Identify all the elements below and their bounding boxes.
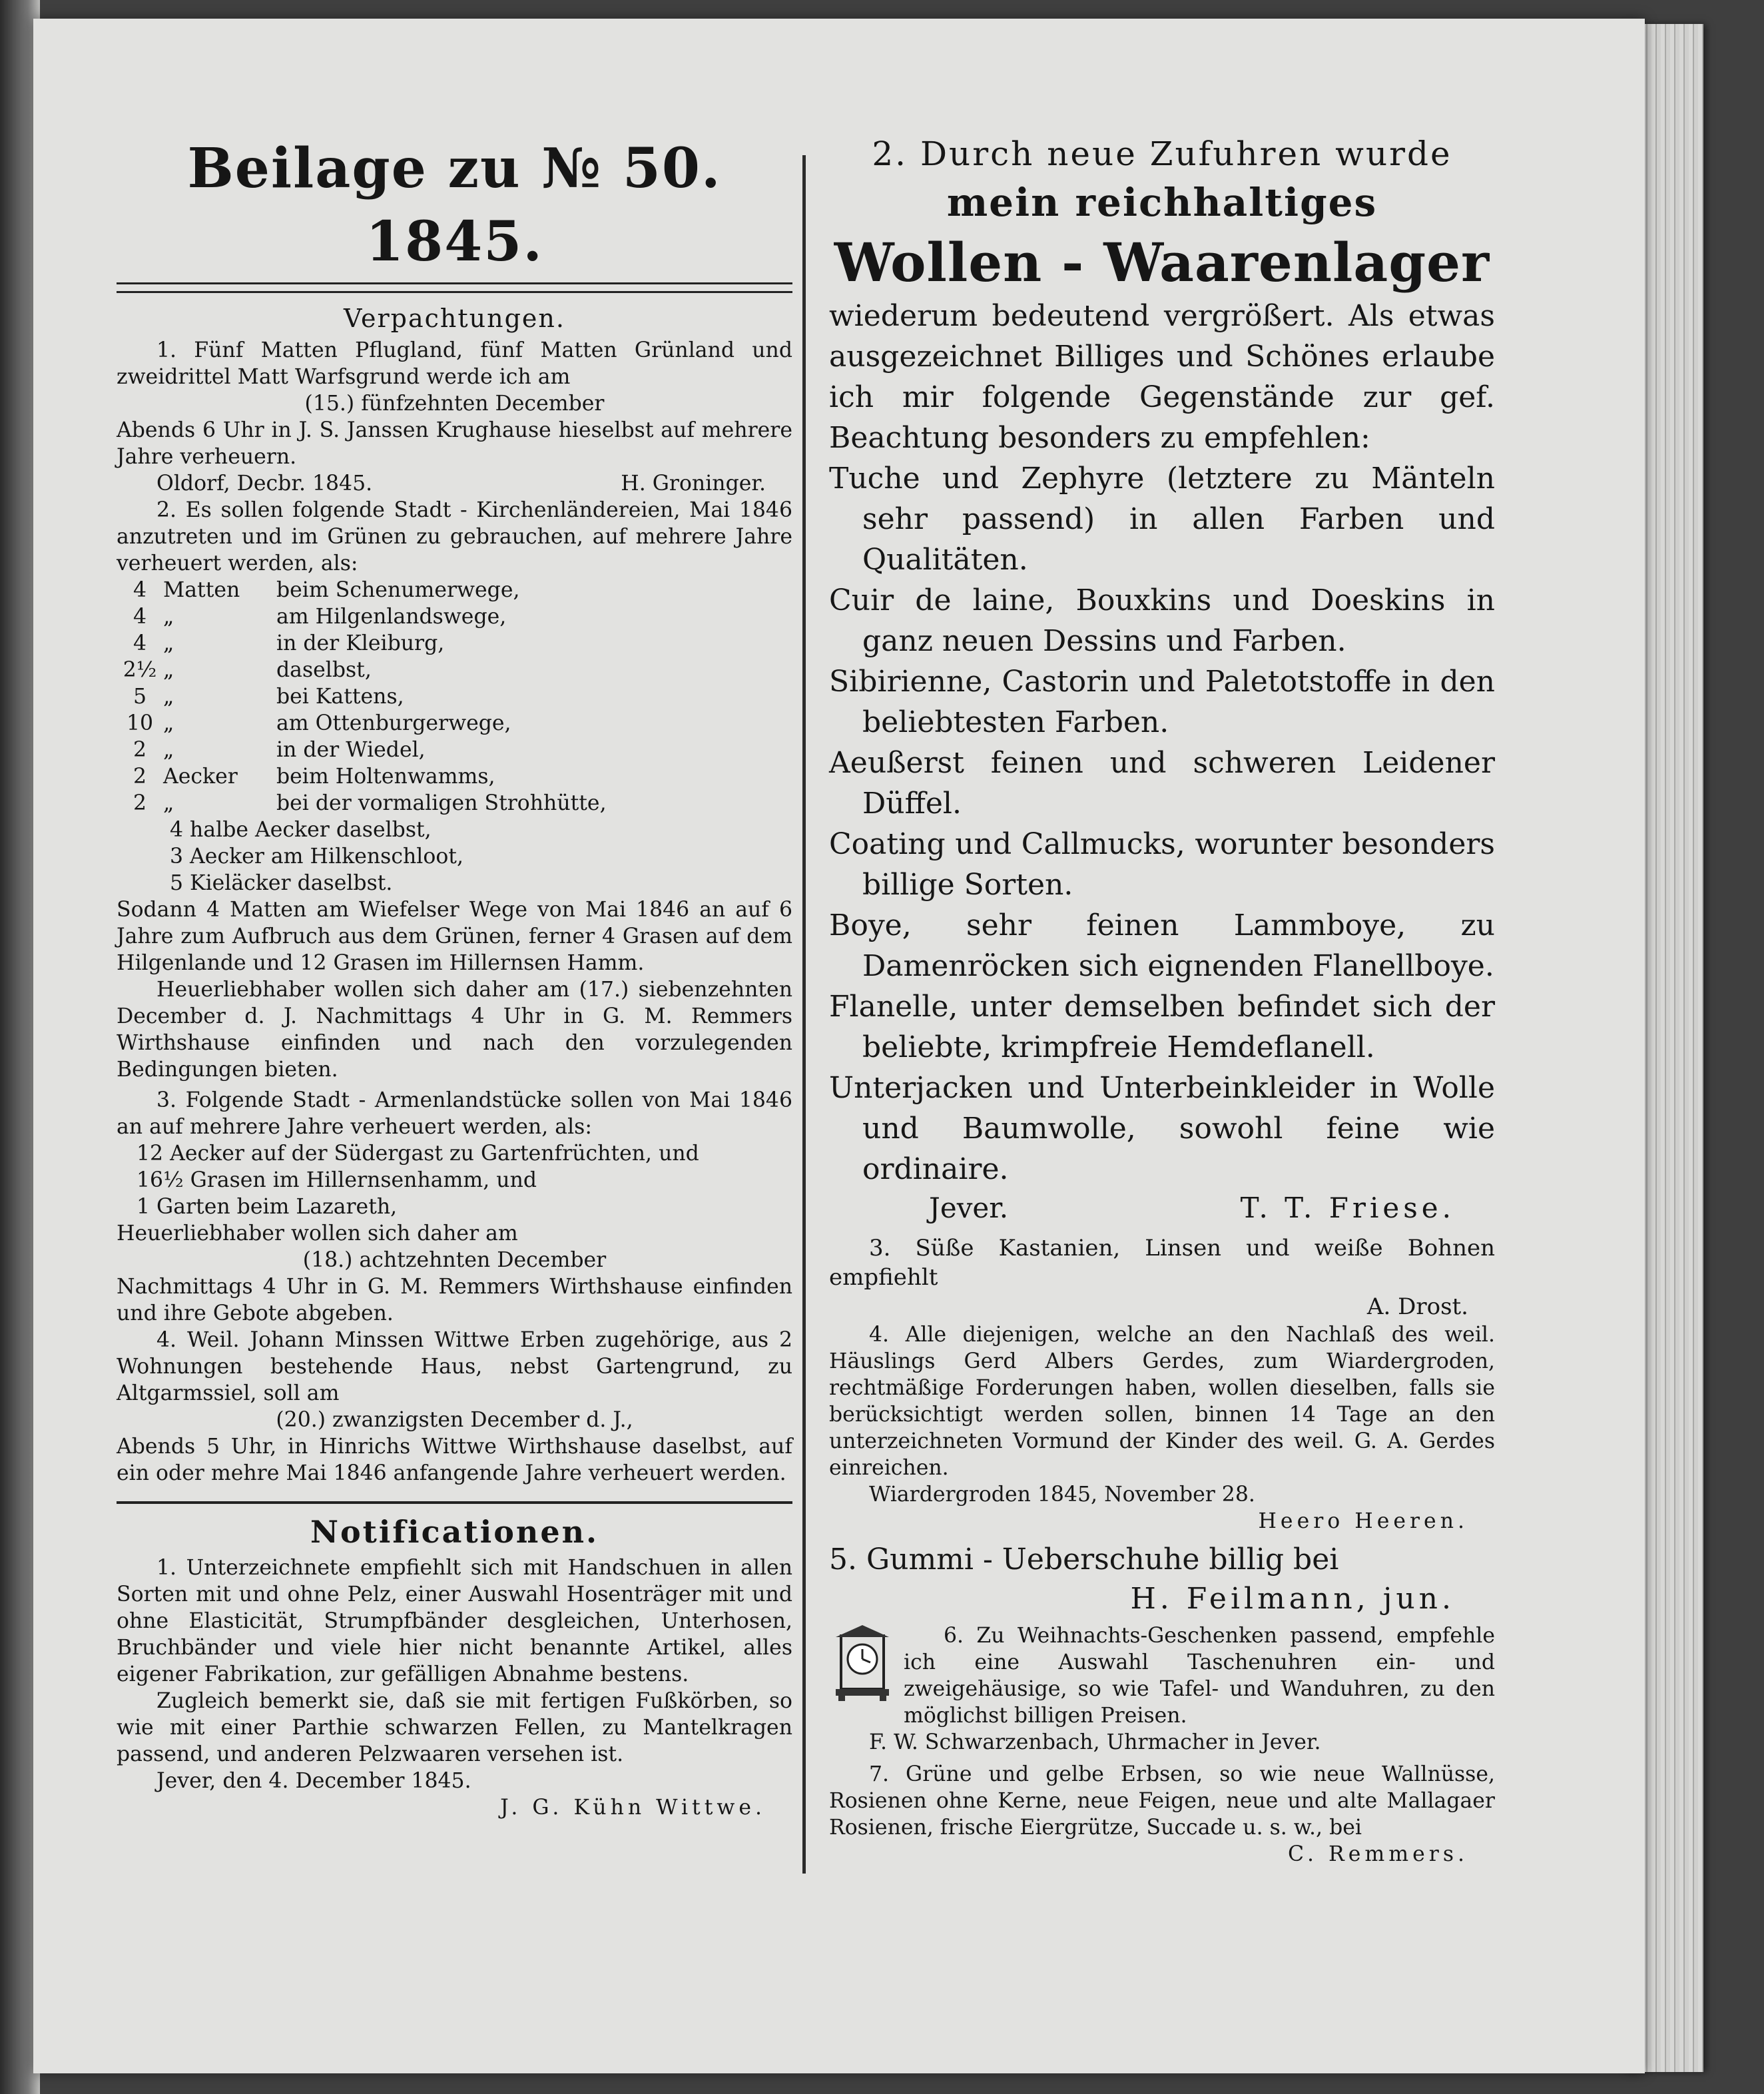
notice-signature: [829, 1508, 1495, 1535]
item-desc: bei der vormaligen Strohhütte,: [276, 791, 607, 815]
list-item: [117, 683, 792, 710]
ad-intro: wiederum bedeutend vergrößert. Als etwas ausgezeichnet Billiges und Schönes erlaube ich mir folgende Gegenstände zur gef. Beachtung besonders zu empfehlen:: [829, 299, 1495, 455]
item-desc: bei Kattens,: [276, 685, 404, 709]
item-unit: „: [163, 738, 174, 762]
signature-name: Heero Heeren.: [1258, 1509, 1468, 1533]
notice-date: (15.) fünfzehnten December: [304, 392, 605, 416]
signature-name: J. G. Kühn Wittwe.: [500, 1796, 766, 1820]
signature-name: T. T. Friese.: [1240, 1192, 1455, 1224]
item-unit: „: [163, 711, 174, 735]
notice-text: 4. Alle diejenigen, welche an den Nachlaß des weil. Häuslings Gerd Albers Gerdes, zum Wiardergroden, rechtmäßige Forderungen haben, wollen dieselben, falls sie berücksichtigt werden sollen, binnen 14 Tage an den unterzeichneten Vormund der Kinder des weil. G. A. Gerdes einreichen.: [829, 1323, 1495, 1480]
item-line: 5 Kieläcker daselbst.: [170, 871, 393, 895]
notice-text: 5. Gummi - Ueberschuhe billig bei: [829, 1543, 1339, 1576]
item-qty: 2: [133, 738, 147, 762]
item-unit: Aecker: [163, 765, 238, 789]
notice-text: 6. Zu Weihnachts-Geschenken passend, empfehle ich eine Auswahl Taschenuhren ein- und zweigehäusige, so wie Tafel- und Wanduhren, zu den möglichst billigen Preisen.: [904, 1624, 1495, 1728]
signature-name: H. Groninger.: [621, 472, 766, 496]
item-line: 1 Garten beim Lazareth,: [137, 1195, 398, 1219]
ad-item: Coating und Callmucks, worunter besonders billige Sorten.: [829, 827, 1495, 902]
section-rule: [117, 1501, 792, 1504]
list-item: [117, 1194, 792, 1220]
notice-date: (18.) achtzehnten December: [302, 1248, 607, 1272]
right-column: [829, 132, 1495, 1868]
clock-icon: [829, 1622, 896, 1702]
signature-place: Jever, den 4. December 1845.: [156, 1769, 471, 1793]
ad-item: Tuche und Zephyre (letztere zu Mänteln sehr passend) in allen Farben und Qualitäten.: [829, 462, 1495, 577]
list-item: [117, 817, 792, 843]
left-column: [117, 132, 792, 1821]
item-qty: 4: [133, 631, 147, 655]
title-rule: [117, 282, 792, 293]
signature-name: A. Drost.: [1366, 1293, 1468, 1320]
ad-heading: 2. Durch neue Zufuhren wurde: [872, 135, 1452, 173]
notice-text: 1. Unterzeichnete empfiehlt sich mit Handschuen in allen Sorten mit und ohne Pelz, einer Auswahl Hosenträger mit und ohne Elasticität, Strumpfbänder desgleichen, Unterhosen, Bruchbänder und viele hier nicht benannte Artikel, alles eigener Fabrikation, zur gefälligen Abnahme bestens.: [117, 1556, 792, 1686]
item-qty: 5: [133, 685, 147, 709]
item-qty: 4: [133, 578, 147, 602]
notice-signature: [829, 1292, 1495, 1321]
newspaper-page: [33, 19, 1645, 2073]
list-item: [117, 1167, 792, 1194]
notice-text: 3. Folgende Stadt - Armenlandstücke sollen von Mai 1846 an auf mehrere Jahre verheuert werden, als:: [117, 1088, 792, 1139]
ad-item: Sibirienne, Castorin und Paletotstoffe in den beliebtesten Farben.: [829, 665, 1495, 739]
list-item: [117, 630, 792, 657]
column-divider: [802, 155, 806, 1874]
item-desc: am Hilgenlandswege,: [276, 605, 507, 629]
ad-item: Boye, sehr feinen Lammboye, zu Damenröcken sich eignenden Flanellboye.: [829, 908, 1495, 983]
land-list: [117, 577, 792, 896]
clock-ad: [829, 1622, 1495, 1729]
notice-text: Abends 5 Uhr, in Hinrichs Wittwe Wirthshause daselbst, auf ein oder mehre Mai 1846 anfangende Jahre verheuert werden.: [117, 1435, 792, 1485]
item-unit: „: [163, 685, 174, 709]
notice-signature: [829, 1841, 1495, 1868]
item-qty: 2: [133, 765, 147, 789]
list-item: [117, 603, 792, 630]
item-line: 4 halbe Aecker daselbst,: [170, 818, 432, 842]
notice-text: Heuerliebhaber wollen sich daher am (17.) siebenzehnten December d. J. Nachmittags 4 Uhr in G. M. Remmers Wirthshause einfinden und nach den vorzulegenden Bedingungen bieten.: [117, 978, 792, 1082]
list-item: [117, 870, 792, 896]
notice-text: 4. Weil. Johann Minssen Wittwe Erben zugehörige, aus 2 Wohnungen bestehende Haus, nebst Gartengrund, zu Altgarmssiel, soll am: [117, 1328, 792, 1405]
list-item: [117, 1140, 792, 1167]
item-desc: in der Kleiburg,: [276, 631, 445, 655]
item-line: 3 Aecker am Hilkenschloot,: [170, 845, 463, 869]
section-heading-notificationen: Notificationen.: [310, 1514, 599, 1550]
page-title: Beilage zu № 50. 1845.: [187, 137, 722, 274]
section-heading-verpachtungen: Verpachtungen.: [344, 304, 565, 333]
notice-signature: [117, 470, 792, 497]
list-item: [117, 843, 792, 870]
signature-place: Jever.: [929, 1192, 1009, 1224]
notice-text: 2. Es sollen folgende Stadt - Kirchenländereien, Mai 1846 anzutreten und im Grünen zu gebrauchen, auf mehrere Jahre verheuert werden, als:: [117, 498, 792, 575]
notice-signature: [829, 1481, 1495, 1508]
item-desc: am Ottenburgerwege,: [276, 711, 511, 735]
item-qty: 4: [133, 605, 147, 629]
item-desc: daselbst,: [276, 658, 372, 682]
ad-headline: Wollen - Waarenlager: [834, 231, 1490, 294]
list-item: [117, 577, 792, 603]
item-line: 12 Aecker auf der Südergast zu Gartenfrüchten, und: [137, 1142, 699, 1166]
notice-date: (20.) zwanzigsten December d. J.,: [276, 1408, 633, 1432]
list-item: [117, 790, 792, 817]
item-qty: 10: [126, 711, 154, 735]
item-unit: „: [163, 631, 174, 655]
notice-text: 1. Fünf Matten Pflugland, fünf Matten Grünland und zweidrittel Matt Warfsgrund werde ich am: [117, 338, 792, 389]
item-desc: in der Wiedel,: [276, 738, 426, 762]
ad-item: Flanelle, unter demselben befindet sich der beliebte, krimpfreie Hemdeflanell.: [829, 990, 1495, 1064]
signature-name: C. Remmers.: [1288, 1842, 1468, 1866]
notice-signature: [117, 1794, 792, 1821]
signature-name: F. W. Schwarzenbach, Uhrmacher in Jever.: [869, 1730, 1321, 1754]
notice-text: 7. Grüne und gelbe Erbsen, so wie neue Wallnüsse, Rosienen ohne Kerne, neue Feigen, neue und alte Mallagaer Rosienen, frische Eiergrütze, Succade u. s. w., bei: [829, 1762, 1495, 1840]
item-desc: beim Schenumerwege,: [276, 578, 520, 602]
ad-item: Aeußerst feinen und schweren Leidener Düffel.: [829, 746, 1495, 821]
notice-signature: [117, 1768, 792, 1794]
item-qty: 2: [133, 791, 147, 815]
ad-signature: [829, 1190, 1495, 1227]
notice-signature: [829, 1580, 1495, 1618]
item-qty: 2½: [123, 658, 157, 682]
ad-item: Unterjacken und Unterbeinkleider in Wolle und Baumwolle, sowohl feine wie ordinaire.: [829, 1071, 1495, 1186]
notice-text: Nachmittags 4 Uhr in G. M. Remmers Wirthshause einfinden und ihre Gebote abgeben.: [117, 1275, 792, 1325]
item-unit: „: [163, 791, 174, 815]
signature-name: H. Feilmann, jun.: [1130, 1582, 1455, 1616]
notice-text: 3. Süße Kastanien, Linsen und weiße Bohnen empfiehlt: [829, 1235, 1495, 1291]
item-unit: „: [163, 658, 174, 682]
notice-text: Abends 6 Uhr in J. S. Janssen Krughause hieselbst auf mehrere Jahre verheuern.: [117, 418, 792, 469]
land-list: [117, 1140, 792, 1220]
signature-place: Oldorf, Decbr. 1845.: [156, 472, 373, 496]
list-item: [117, 657, 792, 683]
notice-text: Zugleich bemerkt sie, daß sie mit fertigen Fußkörben, so wie mit einer Parthie schwarzen Fellen, zu Mantelkragen passend, und anderen Pelzwaaren versehen ist.: [117, 1689, 792, 1766]
item-unit: „: [163, 605, 174, 629]
signature-place: Wiardergroden 1845, November 28.: [869, 1483, 1255, 1507]
list-item: [117, 710, 792, 737]
list-item: [117, 763, 792, 790]
item-line: 16½ Grasen im Hillernsenhamm, und: [137, 1168, 537, 1192]
item-unit: Matten: [163, 578, 240, 602]
ad-subheading: mein reichhaltiges: [946, 180, 1378, 225]
item-desc: beim Holtenwamms,: [276, 765, 495, 789]
list-item: [117, 737, 792, 763]
notice-text: Heuerliebhaber wollen sich daher am: [117, 1222, 518, 1245]
notice-text: Sodann 4 Matten am Wiefelser Wege von Mai 1846 an auf 6 Jahre zum Aufbruch aus dem Grünen, ferner 4 Grasen auf dem Hilgenlande und 12 Grasen im Hillernsen Hamm.: [117, 898, 792, 975]
notice-signature: [829, 1729, 1495, 1756]
ad-item: Cuir de laine, Bouxkins und Doeskins in ganz neuen Dessins und Farben.: [829, 583, 1495, 658]
